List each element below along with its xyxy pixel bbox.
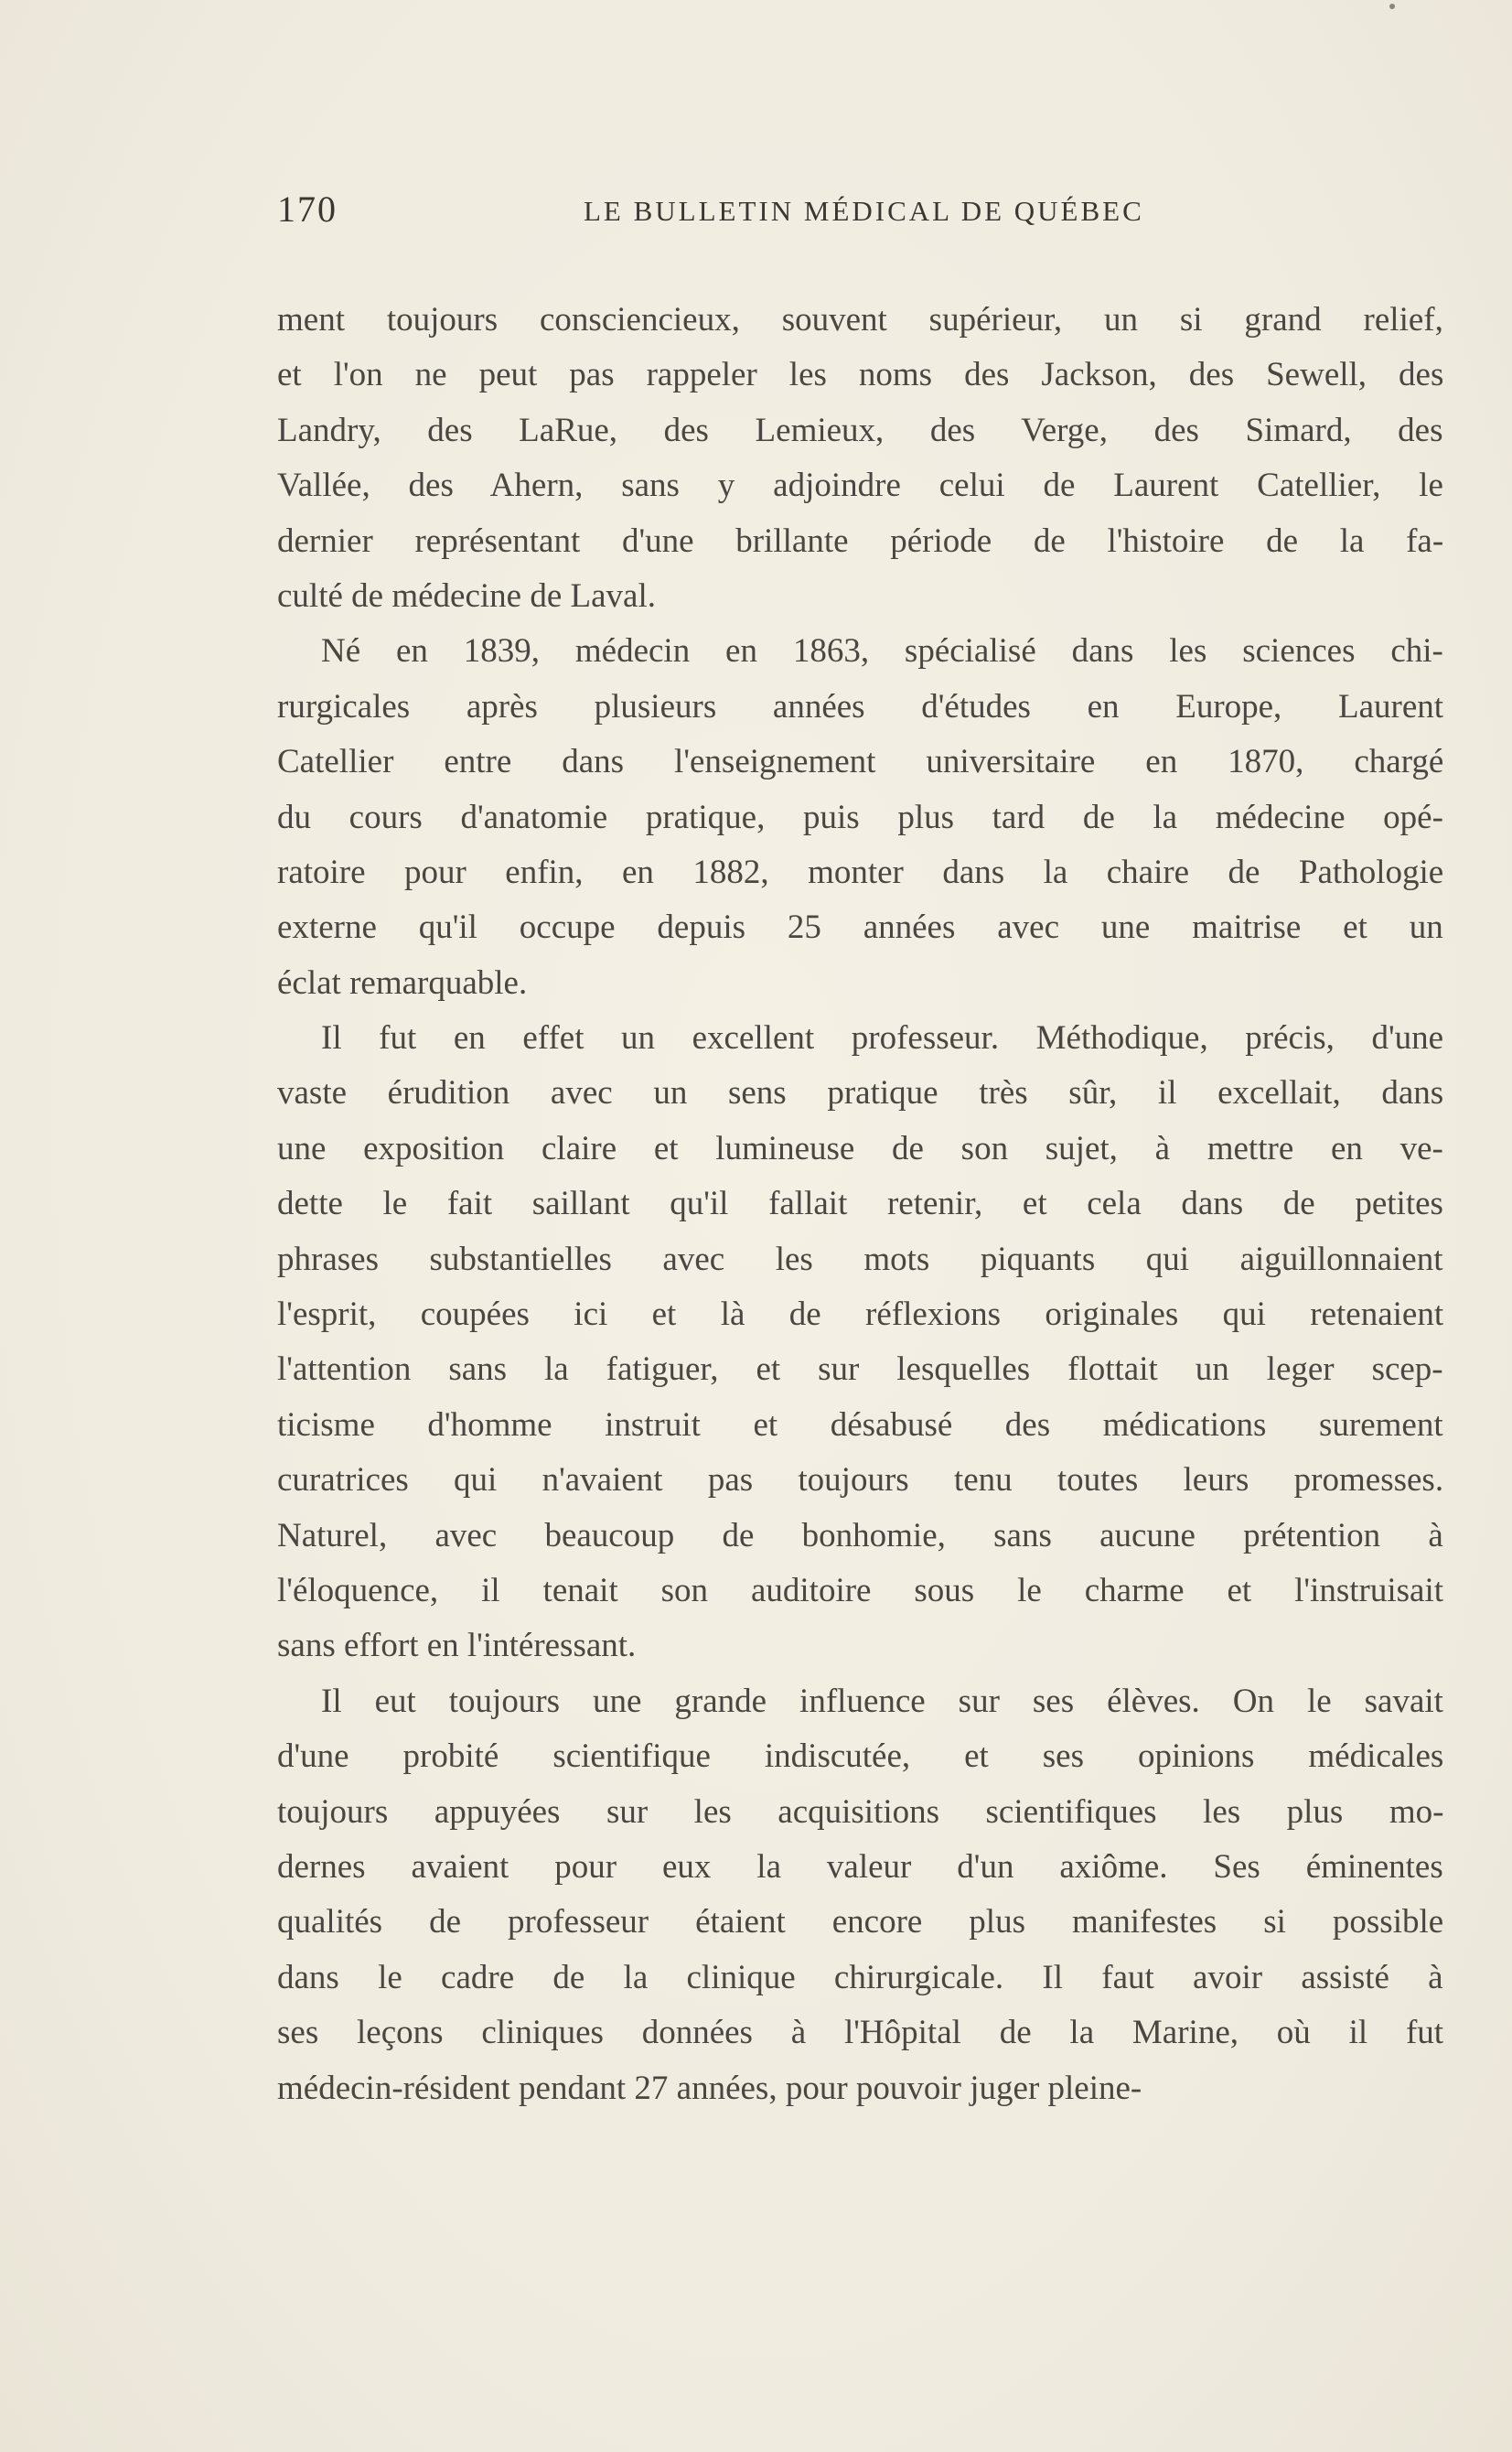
text-line: Catellier entre dans l'enseignement universitaire en 1870, chargé	[277, 743, 1443, 781]
body-text	[277, 293, 1443, 2168]
text-line: rurgicales après plusieurs années d'études en Europe, Laurent	[277, 687, 1443, 726]
text-line: phrases substantielles avec les mots piquants qui aiguillonnaient	[277, 1240, 1443, 1278]
text-line: vaste érudition avec un sens pratique très sûr, il excellait, dans	[277, 1074, 1443, 1113]
text-line: externe qu'il occupe depuis 25 années avec une maitrise et un	[277, 909, 1443, 947]
text-line: d'une probité scientifique indiscutée, et ses opinions médicales	[277, 1737, 1443, 1776]
text-line: dernes avaient pour eux la valeur d'un axiôme. Ses éminentes	[277, 1847, 1443, 1886]
text-line: du cours d'anatomie pratique, puis plus tard de la médecine opé-	[277, 798, 1443, 836]
text-line: éclat remarquable.	[277, 963, 528, 1002]
text-line: l'esprit, coupées ici et là de réflexions originales qui retenaient	[277, 1296, 1443, 1334]
text-line: l'attention sans la fatiguer, et sur lesquelles flottait un leger scep-	[277, 1350, 1443, 1389]
text-line: ses leçons cliniques données à l'Hôpital de la Marine, où il fut	[277, 2014, 1443, 2052]
running-title: LE BULLETIN MÉDICAL DE QUÉBEC	[584, 195, 1144, 227]
text-line: Né en 1839, médecin en 1863, spécialisé dans les sciences chi-	[321, 632, 1443, 671]
text-line: Naturel, avec beaucoup de bonhomie, sans aucune prétention à	[277, 1516, 1443, 1554]
text-line: dans le cadre de la clinique chirurgicale. Il faut avoir assisté à	[277, 1958, 1443, 1996]
paragraph	[277, 293, 1443, 624]
text-line: Il eut toujours une grande influence sur ses élèves. On le savait	[321, 1682, 1443, 1720]
text-line: qualités de professeur étaient encore plus manifestes si possible	[277, 1903, 1443, 1941]
text-line: ticisme d'homme instruit et désabusé des médications surement	[277, 1405, 1443, 1444]
text-line: médecin-résident pendant 27 années, pour pouvoir juger pleine-	[277, 2069, 1142, 2107]
text-line: sans effort en l'intéressant.	[277, 1627, 637, 1665]
page-number: 170	[277, 188, 338, 230]
text-line: curatrices qui n'avaient pas toujours tenu toutes leurs promesses.	[277, 1461, 1443, 1500]
text-line: une exposition claire et lumineuse de son sujet, à mettre en ve-	[277, 1129, 1443, 1167]
text-line: Vallée, des Ahern, sans y adjoindre celui de Laurent Catellier, le	[277, 467, 1443, 505]
text-line: et l'on ne peut pas rappeler les noms des Jackson, des Sewell, des	[277, 356, 1443, 394]
text-line: toujours appuyées sur les acquisitions scientifiques les plus mo-	[277, 1792, 1443, 1831]
ink-speck	[1389, 4, 1395, 9]
paragraph	[277, 1011, 1443, 1674]
text-line: ratoire pour enfin, en 1882, monter dans la chaire de Pathologie	[277, 853, 1443, 891]
text-line: Landry, des LaRue, des Lemieux, des Verge, des Simard, des	[277, 411, 1443, 449]
text-line: ment toujours consciencieux, souvent supérieur, un si grand relief,	[277, 301, 1443, 339]
text-line: l'éloquence, il tenait son auditoire sous le charme et l'instruisait	[277, 1571, 1443, 1609]
paragraph	[277, 1674, 1443, 2116]
paragraph	[277, 624, 1443, 1011]
text-line: Il fut en effet un excellent professeur. Méthodique, précis, d'une	[321, 1019, 1443, 1058]
text-line: dernier représentant d'une brillante période de l'histoire de la fa-	[277, 522, 1443, 560]
text-line: culté de médecine de Laval.	[277, 576, 656, 615]
page-header	[277, 188, 1228, 233]
text-line: dette le fait saillant qu'il fallait retenir, et cela dans de petites	[277, 1185, 1443, 1223]
